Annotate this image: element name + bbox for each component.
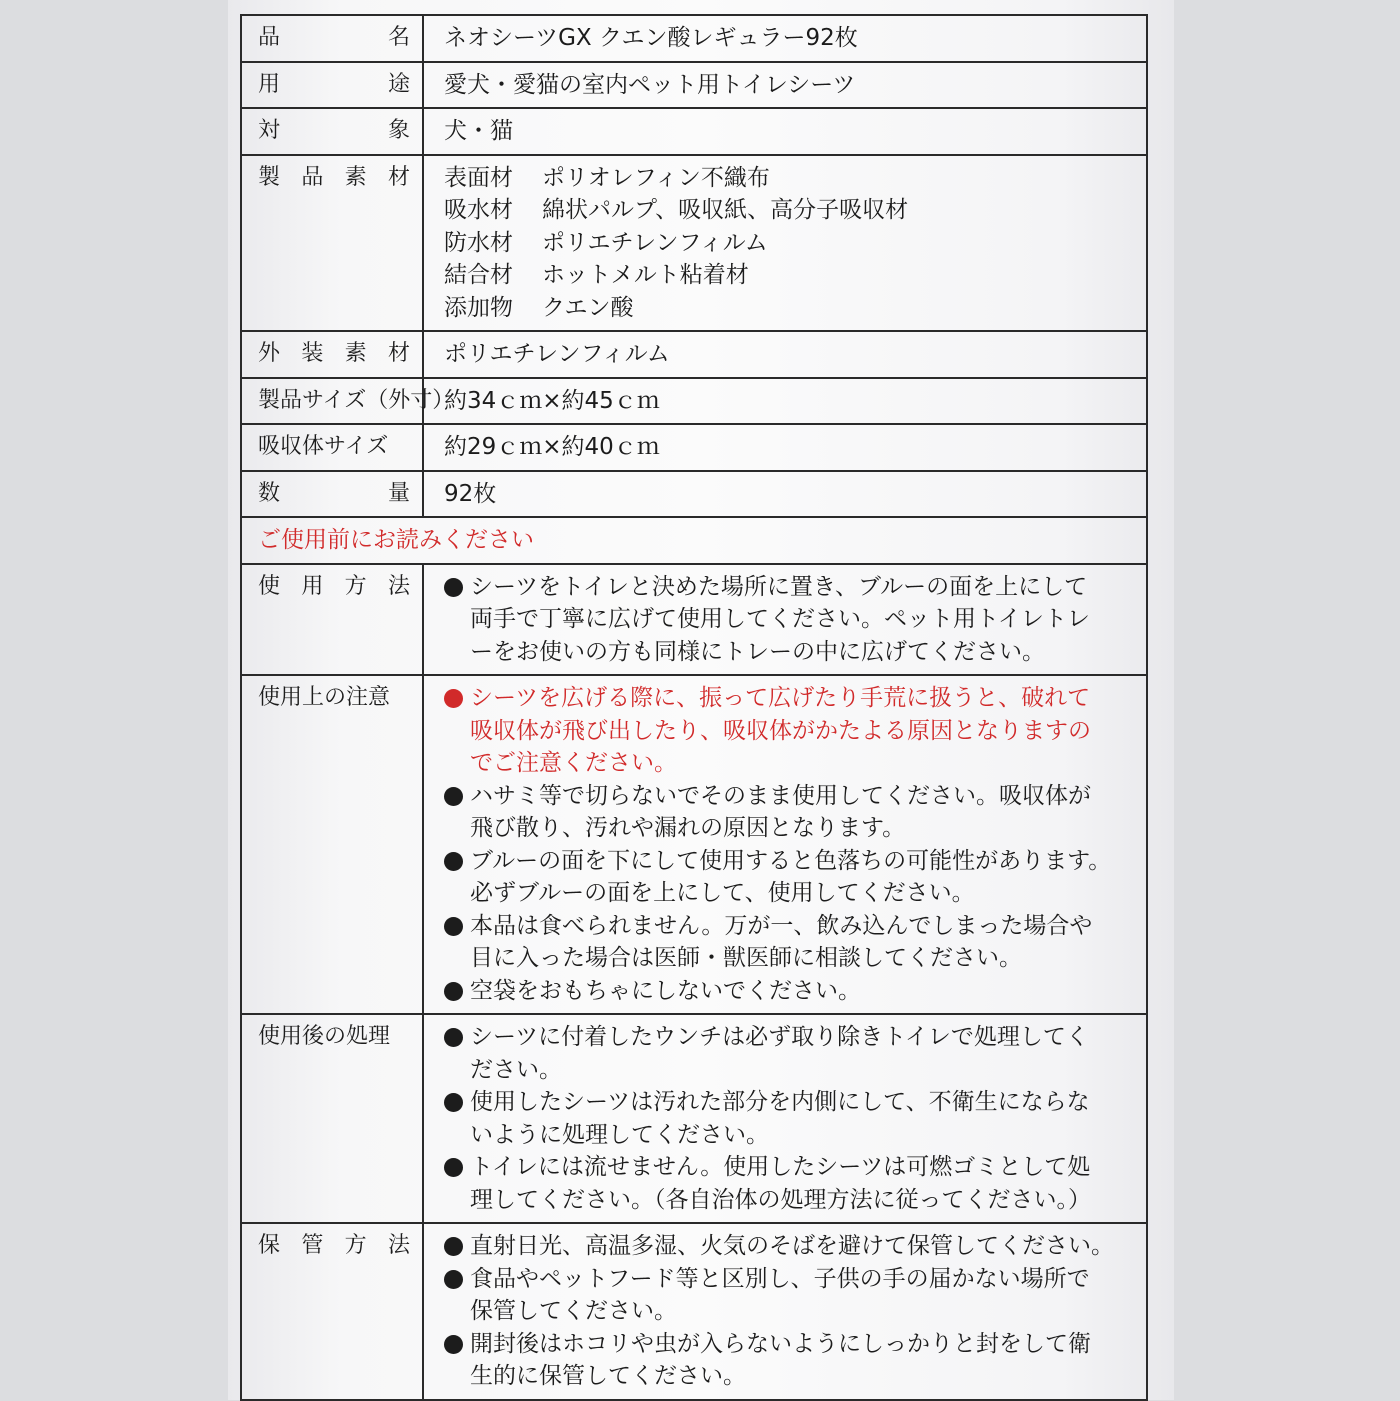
usage-row: [241, 564, 1147, 676]
value-absorbent-size: 約29ｃｍ×約40ｃｍ: [423, 424, 1147, 471]
label-absorbent-size: 吸収体サイズ: [241, 424, 423, 471]
spec-row-name: [241, 15, 1147, 62]
package-back: [228, 0, 1174, 1400]
storage-row: [241, 1223, 1147, 1400]
value-packaging: ポリエチレンフィルム: [423, 331, 1147, 378]
material-item: 吸水材 綿状パルプ、吸収紙、高分子吸収材: [444, 197, 909, 223]
disposal-text: シーツに付着したウンチは必ず取り除きトイレで処理してく ださい。 使用したシーツは汚れた部分を内側にして、不衛生にならな いように処理してください。 トイレには流せません。使用したシーツは可燃ゴミとして処 理してください。（各自治体の処理方法に従ってください。）: [423, 1014, 1147, 1223]
label-name: 品 名: [258, 25, 410, 50]
spec-row-purpose: [241, 62, 1147, 109]
material-item: 表面材 ポリオレフィン不織布: [444, 164, 770, 191]
label-caution: 使用上の注意: [241, 675, 423, 1014]
caution-text: シーツを広げる際に、振って広げたり手荒に扱うと、破れて 吸収体が飛び出したり、吸収体がかたよる原因となりますの でご注意ください。 ハサミ等で切らないでそのまま使用してください。吸収体が 飛び散り、汚れや漏れの原因となります。 ブルーの面を下にして使用すると色落ちの可能性があります。 必ずブルーの面を上にして、使用してください。 本品は食べられません。万が一、飲み込んでしまった場合や 目に入った場合は医師・獣医師に相談してください。 空袋をおもちゃにしないでください。: [423, 675, 1147, 1014]
label-size: 製品サイズ（外寸）: [241, 378, 423, 425]
spec-row-target: [241, 108, 1147, 155]
label-target: 対 象: [258, 118, 410, 143]
value-size: 約34ｃｍ×約45ｃｍ: [423, 378, 1147, 425]
spec-row-absorbent-size: [241, 424, 1147, 471]
value-quantity: 92枚: [423, 471, 1147, 518]
bullet-line: ブルーの面を下にして使用すると色落ちの可能性があります。: [444, 845, 1136, 878]
spec-row-packaging: [241, 331, 1147, 378]
bullet-line: 本品は食べられません。万が一、飲み込んでしまった場合や: [444, 910, 1136, 943]
disposal-row: [241, 1014, 1147, 1223]
materials-list: [423, 155, 1147, 332]
label-quantity: 数 量: [258, 480, 410, 506]
bullet-line: シーツをトイレと決めた場所に置き、ブルーの面を上にして: [444, 571, 1136, 604]
bullet-line: 食品やペットフード等と区別し、子供の手の届かない場所で: [444, 1263, 1136, 1296]
bullet-line: ハサミ等で切らないでそのまま使用してください。吸収体が: [444, 780, 1136, 813]
bullet-line: 使用したシーツは汚れた部分を内側にして、不衛生にならな: [444, 1086, 1136, 1119]
spec-row-size: [241, 378, 1147, 425]
warning-line: シーツを広げる際に、振って広げたり手荒に扱うと、破れて: [444, 682, 1136, 715]
material-item: 結合材 ホットメルト粘着材: [444, 262, 749, 288]
spec-row-materials: [241, 155, 1147, 332]
value-purpose: 愛犬・愛猫の室内ペット用トイレシーツ: [423, 62, 1147, 109]
spec-table: [240, 14, 1148, 1401]
bullet-line: シーツに付着したウンチは必ず取り除きトイレで処理してく: [444, 1021, 1136, 1054]
product-info-sheet: [240, 14, 1148, 1401]
storage-text: 直射日光、高温多湿、火気のそばを避けて保管してください。 食品やペットフード等と区別し、子供の手の届かない場所で 保管してください。 開封後はホコリや虫が入らないようにしっかりと封をして衛 生的に保管してください。: [423, 1223, 1147, 1400]
value-name: ネオシーツGX クエン酸レギュラー92枚: [423, 15, 1147, 62]
usage-text: シーツをトイレと決めた場所に置き、ブルーの面を上にして 両手で丁寧に広げて使用してください。ペット用トイレトレ ーをお使いの方も同様にトレーの中に広げてください。: [423, 564, 1147, 676]
bullet-line: トイレには流せません。使用したシーツは可燃ゴミとして処: [444, 1151, 1136, 1184]
label-packaging: 外 装 素 材: [258, 341, 410, 366]
label-usage: 使 用 方 法: [258, 573, 410, 599]
notice-row: [241, 517, 1147, 564]
bullet-line: 直射日光、高温多湿、火気のそばを避けて保管してください。: [444, 1230, 1136, 1263]
bullet-line: 開封後はホコリや虫が入らないようにしっかりと封をして衛: [444, 1328, 1136, 1361]
value-target: 犬・猫: [423, 108, 1147, 155]
caution-row: [241, 675, 1147, 1014]
material-item: 防水材 ポリエチレンフィルム: [444, 229, 768, 256]
label-disposal: 使用後の処理: [241, 1014, 423, 1223]
label-storage: 保 管 方 法: [258, 1233, 410, 1258]
notice-heading: ご使用前にお読みください: [241, 517, 1147, 564]
spec-row-quantity: [241, 471, 1147, 518]
label-materials: 製 品 素 材: [258, 164, 410, 190]
label-purpose: 用 途: [258, 71, 410, 97]
bullet-line: 空袋をおもちゃにしないでください。: [444, 975, 1136, 1008]
material-item: 添加物 クエン酸: [444, 294, 634, 321]
